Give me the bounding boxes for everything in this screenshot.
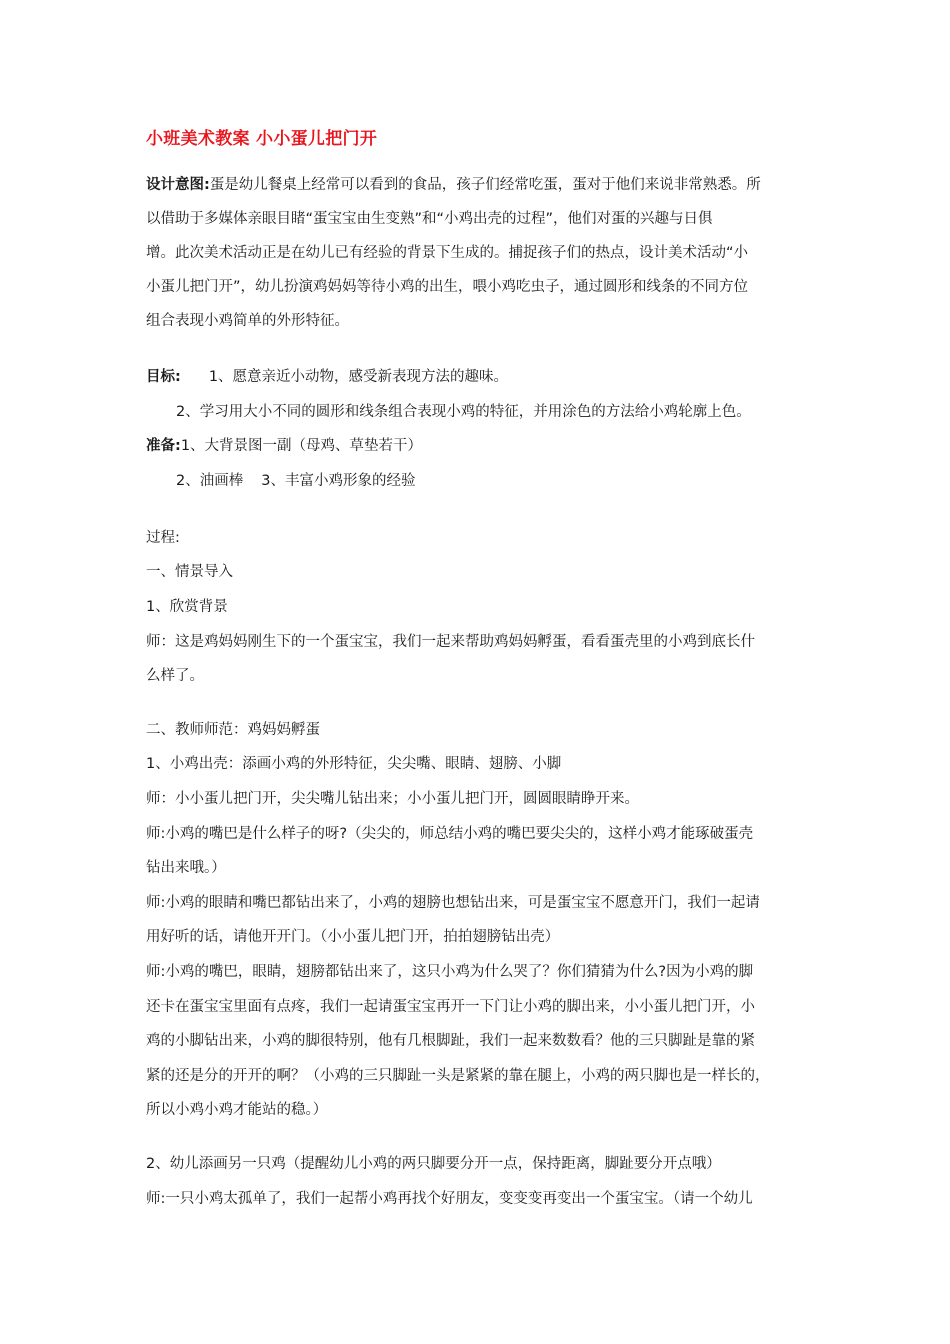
paragraph-line: 师:小鸡的眼睛和嘴巴都钻出来了，小鸡的翅膀也想钻出来，可是蛋宝宝不愿意开门，我们一起请 xyxy=(146,895,760,911)
section-subtitle: 1、小鸡出壳：添画小鸡的外形特征，尖尖嘴、眼睛、翅膀、小脚 xyxy=(146,756,562,772)
goals-line xyxy=(146,367,508,387)
paragraph-line: 鸡的小脚钻出来，小鸡的脚很特别，他有几根脚趾，我们一起来数数看？他的三只脚趾是靠的紧 xyxy=(146,1033,755,1049)
goal-item: 2、学习用大小不同的圆形和线条组合表现小鸡的特征，并用涂色的方法给小鸡轮廓上色。 xyxy=(176,404,751,420)
paragraph-line: 紧的还是分的开开的啊？（小鸡的三只脚趾一头是紧紧的靠在腿上，小鸡的两只脚也是一样长的， xyxy=(146,1068,770,1084)
paragraph-line: 师:一只小鸡太孤单了，我们一起帮小鸡再找个好朋友，变变变再变出一个蛋宝宝。（请一个幼儿 xyxy=(146,1191,753,1207)
section-title: 一、情景导入 xyxy=(146,564,233,580)
prep-item: 1、大背景图一副（母鸡、草垫若干） xyxy=(180,438,423,454)
prep-line xyxy=(146,436,422,456)
paragraph-line: 么样了。 xyxy=(146,668,204,684)
paragraph-line: 钻出来哦。） xyxy=(146,860,226,876)
design-intent-line: 小蛋儿把门开”，幼儿扮演鸡妈妈等待小鸡的出生，喂小鸡吃虫子，通过圆形和线条的不同方位 xyxy=(146,279,749,295)
process-heading: 过程: xyxy=(146,530,180,546)
paragraph-line: 用好听的话，请他开开门。（小小蛋儿把门开，拍拍翅膀钻出壳） xyxy=(146,929,560,945)
section-subtitle: 2、幼儿添画另一只鸡（提醒幼儿小鸡的两只脚要分开一点，保持距离，脚趾要分开点哦） xyxy=(146,1156,721,1172)
prep-item: 2、油画棒 xyxy=(176,473,244,489)
design-intent-line: 以借助于多媒体亲眼目睹“蛋宝宝由生变熟”和“小鸡出壳的过程”，他们对蛋的兴趣与日俱 xyxy=(146,211,713,227)
section-title: 二、教师师范：鸡妈妈孵蛋 xyxy=(146,722,320,738)
paragraph-line: 师：小小蛋儿把门开，尖尖嘴儿钻出来；小小蛋儿把门开，圆圆眼睛睁开来。 xyxy=(146,791,639,807)
paragraph-line: 所以小鸡小鸡才能站的稳。） xyxy=(146,1102,328,1118)
section-subtitle: 1、欣赏背景 xyxy=(146,599,228,615)
paragraph-line: 师:小鸡的嘴巴是什么样子的呀?（尖尖的，师总结小鸡的嘴巴要尖尖的，这样小鸡才能琢破蛋壳 xyxy=(146,826,754,842)
document-title: 小班美术教案 小小蛋儿把门开 xyxy=(146,129,378,149)
paragraph-line: 还卡在蛋宝宝里面有点疼，我们一起请蛋宝宝再开一下门让小鸡的脚出来，小小蛋儿把门开，小 xyxy=(146,999,755,1015)
goal-item: 1、愿意亲近小动物，感受新表现方法的趣味。 xyxy=(208,369,509,385)
prep-label: 准备: xyxy=(146,438,181,454)
design-intent-line: 增。此次美术活动正是在幼儿已有经验的背景下生成的。捕捉孩子们的热点，设计美术活动“小 xyxy=(146,245,749,261)
prep-item: 3、丰富小鸡形象的经验 xyxy=(261,473,416,489)
design-intent-line: 设计意图:蛋是幼儿餐桌上经常可以看到的食品，孩子们经常吃蛋，蛋对于他们来说非常熟悉。所 xyxy=(146,177,761,193)
design-intent-label: 设计意图: xyxy=(146,177,210,193)
prep-line xyxy=(176,471,415,491)
design-intent-line: 组合表现小鸡简单的外形特征。 xyxy=(146,313,349,329)
goals-label: 目标: xyxy=(146,369,181,385)
paragraph-line: 师：这是鸡妈妈刚生下的一个蛋宝宝，我们一起来帮助鸡妈妈孵蛋，看看蛋壳里的小鸡到底长什 xyxy=(146,634,755,650)
paragraph-line: 师:小鸡的嘴巴，眼睛，翅膀都钻出来了，这只小鸡为什么哭了？你们猜猜为什么?因为小鸡的脚 xyxy=(146,964,754,980)
